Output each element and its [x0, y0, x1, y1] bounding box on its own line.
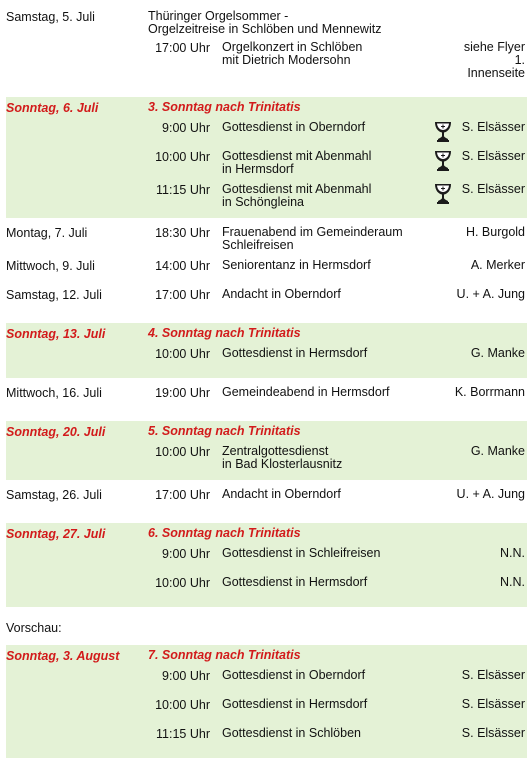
icon-slot	[434, 547, 454, 569]
event-time: 11:15 Uhr	[156, 183, 210, 197]
schedule-block	[6, 6, 527, 89]
event-time: 17:00 Uhr	[155, 488, 210, 502]
event-time: 17:00 Uhr	[155, 41, 210, 55]
event-row	[6, 488, 527, 510]
event-time: 9:00 Uhr	[162, 121, 210, 135]
block-header	[6, 649, 527, 664]
event-person: S. Elsässer	[461, 182, 525, 196]
event-person: N.N.	[500, 546, 525, 560]
event-row	[6, 386, 527, 408]
event-time: 19:00 Uhr	[155, 386, 210, 400]
schedule-block	[6, 523, 527, 607]
icon-slot	[434, 226, 454, 248]
event-person: G. Manke	[470, 346, 525, 360]
header-title: 7. Sonntag nach Trinitatis	[148, 648, 301, 662]
event-description: Andacht in Oberndorf	[222, 287, 341, 301]
event-description: Gottesdienst in Hermsdorf	[222, 346, 368, 360]
header-title: 4. Sonntag nach Trinitatis	[148, 326, 301, 340]
chalice-icon	[434, 150, 452, 172]
event-time: 14:00 Uhr	[155, 259, 210, 273]
event-person: S. Elsässer	[461, 668, 525, 682]
event-person: S. Elsässer	[461, 120, 525, 134]
icon-slot	[434, 698, 454, 720]
event-time: 10:00 Uhr	[155, 576, 210, 590]
event-description: Gottesdienst in Hermsdorf	[222, 575, 368, 589]
icon-slot	[434, 488, 454, 510]
event-row	[6, 288, 527, 310]
event-date: Samstag, 26. Juli	[6, 488, 102, 502]
event-person: siehe Flyer 1. Innenseite	[463, 40, 525, 80]
block-header	[6, 425, 527, 440]
icon-slot	[434, 41, 454, 63]
header-title: 5. Sonntag nach Trinitatis	[148, 424, 301, 438]
block-header	[6, 101, 527, 116]
event-row	[6, 669, 527, 691]
event-time: 9:00 Uhr	[162, 669, 210, 683]
icon-slot	[434, 386, 454, 408]
event-row	[6, 41, 527, 80]
event-row	[6, 347, 527, 369]
event-description: Gottesdienst in Oberndorf	[222, 120, 366, 134]
icon-slot	[434, 576, 454, 598]
header-date: Sonntag, 3. August	[6, 649, 120, 663]
icon-slot	[434, 669, 454, 691]
event-date: Mittwoch, 9. Juli	[6, 259, 95, 273]
schedule-block	[6, 382, 527, 417]
event-row	[6, 547, 527, 569]
preview-label: Vorschau:	[6, 621, 62, 635]
event-person: A. Merker	[470, 258, 525, 272]
event-row	[6, 121, 527, 143]
event-time: 9:00 Uhr	[162, 547, 210, 561]
event-person: U. + A. Jung	[456, 487, 525, 501]
event-person: G. Manke	[470, 444, 525, 458]
header-title: Thüringer Orgelsommer - Orgelzeitreise in Schlöben und Mennewitz	[148, 9, 382, 36]
header-title: 3. Sonntag nach Trinitatis	[148, 100, 301, 114]
schedule-block	[6, 484, 527, 519]
event-date: Samstag, 12. Juli	[6, 288, 102, 302]
icon-slot	[434, 445, 454, 467]
event-row	[6, 445, 527, 471]
header-date: Sonntag, 13. Juli	[6, 327, 106, 341]
preview-block	[6, 645, 527, 758]
schedule-block	[6, 323, 527, 378]
event-description: Frauenabend im Gemeinderaum Schleifreisen	[222, 225, 403, 252]
event-person: U. + A. Jung	[456, 287, 525, 301]
chalice-icon	[434, 183, 452, 205]
event-row	[6, 727, 527, 749]
event-time: 18:30 Uhr	[155, 226, 210, 240]
header-date: Sonntag, 27. Juli	[6, 527, 106, 541]
schedule	[6, 6, 527, 762]
event-description: Orgelkonzert in Schlöben mit Dietrich Modersohn	[222, 40, 363, 67]
icon-slot	[434, 183, 454, 205]
event-description: Zentralgottesdienst in Bad Klosterlausnitz	[222, 444, 343, 471]
event-time: 17:00 Uhr	[155, 288, 210, 302]
event-row	[6, 183, 527, 209]
header-date: Samstag, 5. Juli	[6, 10, 95, 24]
event-description: Gottesdienst in Oberndorf	[222, 668, 366, 682]
event-date: Mittwoch, 16. Juli	[6, 386, 102, 400]
event-date: Montag, 7. Juli	[6, 226, 88, 240]
event-row	[6, 150, 527, 176]
block-header	[6, 10, 527, 36]
schedule-blocks	[6, 6, 527, 607]
event-person: S. Elsässer	[461, 149, 525, 163]
event-person: K. Borrmann	[454, 385, 525, 399]
event-description: Seniorentanz in Hermsdorf	[222, 258, 371, 272]
icon-slot	[434, 347, 454, 369]
event-row	[6, 226, 527, 252]
block-header	[6, 527, 527, 542]
event-row	[6, 698, 527, 720]
event-time: 10:00 Uhr	[155, 445, 210, 459]
event-person: S. Elsässer	[461, 697, 525, 711]
event-time: 10:00 Uhr	[155, 347, 210, 361]
schedule-block	[6, 222, 527, 319]
icon-slot	[434, 259, 454, 281]
block-header	[6, 327, 527, 342]
event-row	[6, 259, 527, 281]
header-title: 6. Sonntag nach Trinitatis	[148, 526, 301, 540]
icon-slot	[434, 121, 454, 143]
chalice-icon	[434, 121, 452, 143]
event-time: 11:15 Uhr	[156, 727, 210, 741]
event-description: Gottesdienst in Hermsdorf	[222, 697, 368, 711]
header-date: Sonntag, 20. Juli	[6, 425, 106, 439]
event-description: Gottesdienst mit Abenmahl in Hermsdorf	[222, 149, 372, 176]
event-person: H. Burgold	[465, 225, 525, 239]
event-description: Andacht in Oberndorf	[222, 487, 341, 501]
event-row	[6, 576, 527, 598]
icon-slot	[434, 150, 454, 172]
event-time: 10:00 Uhr	[155, 150, 210, 164]
event-person: N.N.	[500, 575, 525, 589]
schedule-block	[6, 645, 527, 758]
event-description: Gemeindeabend in Hermsdorf	[222, 385, 390, 399]
event-description: Gottesdienst mit Abenmahl in Schöngleina	[222, 182, 372, 209]
header-date: Sonntag, 6. Juli	[6, 101, 99, 115]
icon-slot	[434, 727, 454, 749]
event-description: Gottesdienst in Schlöben	[222, 726, 361, 740]
schedule-block	[6, 421, 527, 480]
schedule-block	[6, 97, 527, 218]
event-person: S. Elsässer	[461, 726, 525, 740]
event-description: Gottesdienst in Schleifreisen	[222, 546, 381, 560]
event-time: 10:00 Uhr	[155, 698, 210, 712]
icon-slot	[434, 288, 454, 310]
